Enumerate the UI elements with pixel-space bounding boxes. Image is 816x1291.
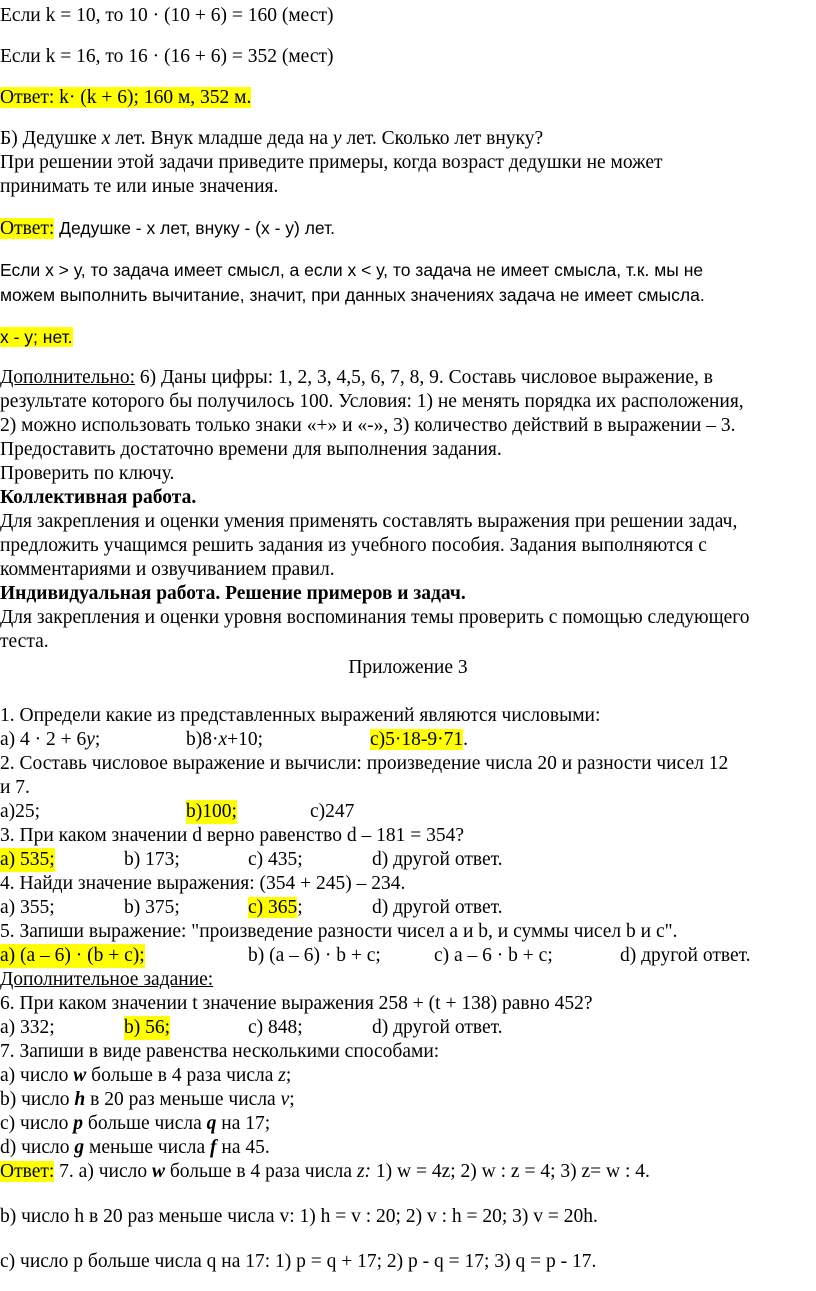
intro-answer: [0, 86, 251, 110]
extra-line-5: Проверить по ключу.: [0, 463, 175, 484]
task-b-condition-1: Если х > у, то задача имеет смысл, а если х < у, то задача не имеет смысла, т.к. мы не: [0, 260, 704, 280]
extra-line-1: [0, 366, 713, 390]
q3-option-d: d) другой ответ.: [372, 849, 503, 870]
individual-line-1: Для закрепления и оценки уровня воспоминания темы проверить с помощью следующего: [0, 607, 750, 628]
q7-a: [0, 1064, 291, 1088]
q1-option-b: [186, 728, 263, 752]
answer-text: Дедушке - х лет, внуку - (х - у) лет.: [54, 218, 336, 238]
answer-label: Ответ:: [0, 218, 55, 239]
q3: 3. При каком значении d верно равенство d – 181 = 354?: [0, 825, 465, 846]
q1b-text: b)8·: [186, 729, 219, 750]
q7b-var-h: h: [74, 1089, 86, 1110]
q4c-end: ;: [297, 897, 303, 918]
q7-answer-b: b) число h в 20 раз меньше числа v: 1) h = v : 20; 2) v : h = 20; 3) v = 20h.: [0, 1206, 598, 1227]
q7a-var-z: z: [278, 1065, 286, 1086]
q3-option-b: b) 173;: [124, 849, 180, 870]
q1-option-c: [370, 728, 468, 752]
appendix-title: Приложение 3: [348, 657, 468, 678]
q2-option-c: c)247: [310, 801, 355, 822]
q7-c: [0, 1112, 270, 1136]
q7a-t3: ;: [285, 1065, 292, 1086]
q2-option-b: b)100;: [186, 801, 237, 822]
var-x: x: [101, 128, 111, 149]
ans-a-t1: 7. а) число: [54, 1161, 152, 1182]
extra-line-3: 2) можно использовать только знаки «+» и «-», 3) количество действий в выражении – 3.: [0, 415, 736, 436]
task-b-line-3: принимать те или иные значения.: [0, 176, 279, 197]
q7b-t1: b) число: [0, 1089, 75, 1110]
q7d-var-g: g: [74, 1137, 85, 1158]
q1c-end: .: [463, 729, 469, 750]
answer-highlight: Ответ: k· (k + 6); 160 м, 352 м.: [0, 87, 252, 108]
q5: 5. Запиши выражение: "произведение разности чисел а и b, и суммы чисел b и с".: [0, 921, 678, 942]
q7c-t2: больше числа: [83, 1113, 207, 1134]
q6-option-d: d) другой ответ.: [372, 1017, 503, 1038]
q4: 4. Найди значение выражения: (354 + 245) – 234.: [0, 873, 406, 894]
extra-task-title: Дополнительное задание:: [0, 969, 214, 990]
q7d-t3: на 45.: [216, 1137, 270, 1158]
q7: 7. Запиши в виде равенства несколькими способами:: [0, 1041, 440, 1062]
q7-b: [0, 1088, 295, 1112]
q5-option-a: а) (а – 6) · (b + с);: [0, 945, 145, 966]
q7-answer-c: c) число p больше числа q на 17: 1) p = q + 17; 2) p - q = 17; 3) q = p - 17.: [0, 1251, 597, 1272]
q7d-t1: d) число: [0, 1137, 75, 1158]
task-b-condition-2: можем выполнить вычитание, значит, при данных значениях задача не имеет смысла.: [0, 285, 705, 305]
extra-text-1: 6) Даны цифры: 1, 2, 3, 4,5, 6, 7, 8, 9. Составь числовое выражение, в: [135, 367, 713, 388]
q3-option-a: а) 535;: [0, 849, 55, 870]
q7d-t2: меньше числа: [84, 1137, 211, 1158]
q1c-highlight: c)5·18-9·71: [370, 729, 464, 750]
q7d-var-f: f: [210, 1137, 217, 1158]
q1a-text: а) 4 · 2 + 6: [0, 729, 87, 750]
q7c-var-q: q: [206, 1113, 217, 1134]
q2-option-a: а)25;: [0, 801, 41, 822]
var-y: y: [332, 128, 342, 149]
q7a-t2: больше в 4 раза числа: [86, 1065, 279, 1086]
q6-option-b: b) 56;: [124, 1017, 171, 1038]
q7c-t1: c) число: [0, 1113, 74, 1134]
q7c-var-p: p: [73, 1113, 84, 1134]
extra-line-4: Предоставить достаточно времени для выполнения задания.: [0, 439, 502, 460]
q2: 2. Составь числовое выражение и вычисли: произведение числа 20 и разности чисел 12: [0, 753, 729, 774]
task-b-text-3: лет. Сколько лет внуку?: [341, 128, 544, 149]
q6: 6. При каком значении t значение выражения 258 + (t + 138) равно 452?: [0, 993, 593, 1014]
q4c-highlight: c) 365: [248, 897, 298, 918]
q7b-t3: ;: [289, 1089, 295, 1110]
ans-a-var-w: w: [151, 1161, 165, 1182]
task-b-short-answer: [0, 325, 73, 350]
ans-a-t4: .: [645, 1161, 650, 1182]
task-b-answer: [0, 216, 335, 241]
collective-line-1: Для закрепления и оценки умения применять составлять выражения при решении задач,: [0, 511, 738, 532]
collective-title: Коллективная работа.: [0, 487, 197, 508]
task-b-text-2: лет. Внук младше деда на: [110, 128, 333, 149]
q4-option-c: [248, 896, 303, 920]
q7-answer-label: Ответ:: [0, 1161, 55, 1182]
q2-cont: и 7.: [0, 777, 30, 798]
collective-line-2: предложить учащимся решить задания из учебного пособия. Задания выполняются с: [0, 535, 707, 556]
q7-d: [0, 1136, 270, 1160]
q7-answer-a: [0, 1160, 650, 1184]
q1-option-a: [0, 728, 100, 752]
short-answer-highlight: х - у; нет.: [0, 327, 73, 347]
extra-label: Дополнительно:: [0, 367, 135, 388]
q1b-end: +10;: [227, 729, 264, 750]
task-b-text-1: Б) Дедушке: [0, 128, 102, 149]
intro-line-2: Если k = 16, то 16 · (16 + 6) = 352 (мест): [0, 46, 334, 67]
q5-option-b: b) (а – 6) · b + с;: [248, 945, 381, 966]
task-b-line-2: При решении этой задачи приведите примеры, когда возраст дедушки не может: [0, 152, 663, 173]
task-b-question: [0, 127, 543, 151]
collective-line-3: комментариями и озвучиванием правил.: [0, 559, 335, 580]
q7a-var-w: w: [73, 1065, 87, 1086]
q6-option-a: а) 332;: [0, 1017, 55, 1038]
q6-option-c: c) 848;: [248, 1017, 303, 1038]
q1b-var: x: [218, 729, 228, 750]
q1a-end: ;: [94, 729, 101, 750]
q4-option-a: а) 355;: [0, 897, 55, 918]
q7a-t1: а) число: [0, 1065, 74, 1086]
q7b-t2: в 20 раз меньше числа: [85, 1089, 281, 1110]
extra-line-2: результате которого бы получилось 100. Условия: 1) не менять порядка их расположения,: [0, 391, 744, 412]
q1: 1. Определи какие из представленных выражений являются числовыми:: [0, 705, 601, 726]
q3-option-c: c) 435;: [248, 849, 303, 870]
q7b-var-v: v: [280, 1089, 290, 1110]
q4-option-d: d) другой ответ.: [372, 897, 503, 918]
q4-option-b: b) 375;: [124, 897, 180, 918]
individual-title: Индивидуальная работа. Решение примеров и задач.: [0, 583, 466, 604]
q1a-var: y: [86, 729, 95, 750]
intro-line-1: Если k = 10, то 10 · (10 + 6) = 160 (мест): [0, 5, 334, 26]
individual-line-2: теста.: [0, 631, 49, 652]
q5-option-c: c) а – 6 · b + с;: [434, 945, 553, 966]
ans-a-t3: 1) w = 4z; 2) w : z = 4; 3) z= w : 4: [371, 1161, 646, 1182]
q7c-t3: на 17;: [216, 1113, 271, 1134]
ans-a-t2: больше в 4 раза числа: [164, 1161, 357, 1182]
ans-a-var-z: z:: [356, 1161, 372, 1182]
q5-option-d: d) другой ответ.: [620, 945, 751, 966]
